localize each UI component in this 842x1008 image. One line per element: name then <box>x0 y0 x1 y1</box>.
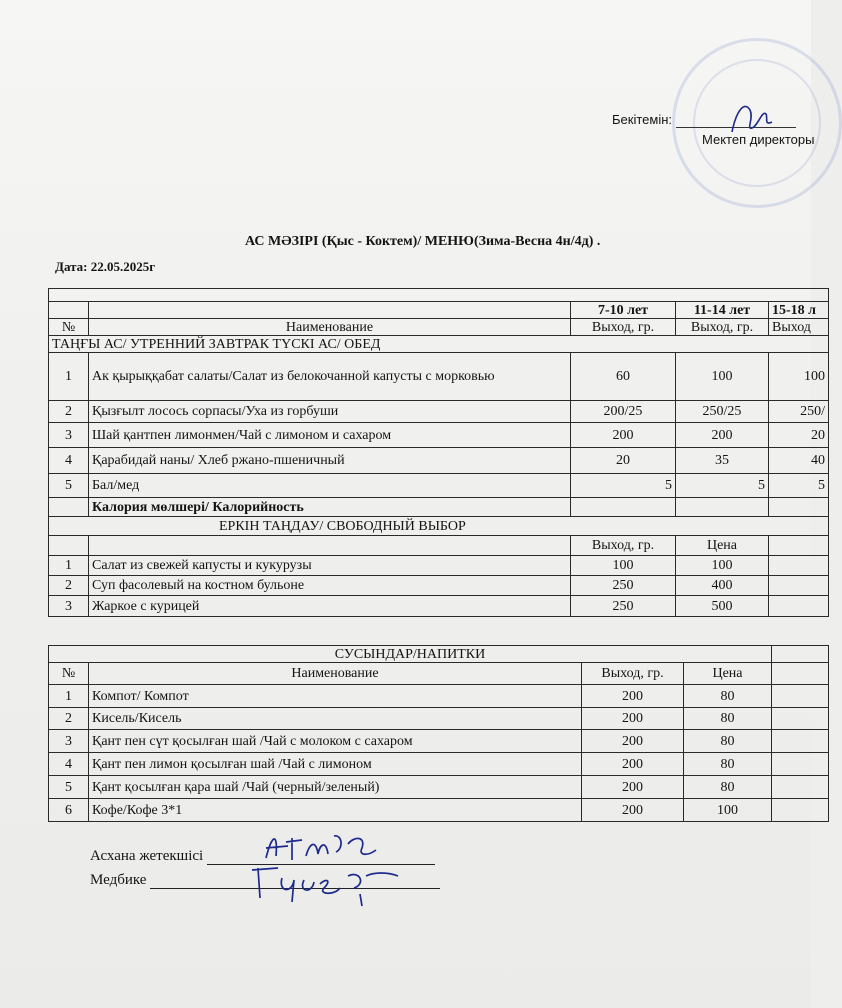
column-header-row <box>49 319 829 336</box>
table-row: 2 Суп фасолевый на костном бульоне 250 400 <box>49 576 829 596</box>
col-yield-1: Выход, гр. <box>571 319 676 336</box>
drinks-col-yield: Выход, гр. <box>582 663 684 685</box>
free-choice-col-price: Цена <box>676 536 769 556</box>
drinks-col-name: Наименование <box>89 663 582 685</box>
section-row <box>49 646 829 663</box>
menu-date: Дата: 22.05.2025г <box>55 259 156 274</box>
age-group-11-14: 11-14 лет <box>676 302 769 319</box>
age-group-15-18: 15-18 л <box>769 302 829 319</box>
table-row: 2 Кисель/Кисель 200 80 <box>49 708 829 730</box>
table-row: 1 Салат из свежей капусты и кукурузы 100 100 <box>49 556 829 576</box>
free-choice-col-yield: Выход, гр. <box>571 536 676 556</box>
section-main-meals: ТАҢҒЫ АС/ УТРЕННИЙ ЗАВТРАК ТҮСКІ АС/ ОБЕД <box>49 336 829 353</box>
col-number: № <box>49 319 89 336</box>
free-choice-title: ЕРКІН ТАҢДАУ/ СВОБОДНЫЙ ВЫБОР <box>49 517 829 536</box>
calorie-label: Калория мөлшері/ Калорийность <box>89 498 571 517</box>
table-row: 5 Қант қосылған қара шай /Чай (черный/зеленый) 200 80 <box>49 776 829 799</box>
drinks-table <box>48 645 829 822</box>
table-row: 1 Ак қырыққабат салаты/Салат из белокочанной капусты с морковью 60 100 100 <box>49 353 829 401</box>
chef-label: Асхана жетекшісі <box>90 848 204 864</box>
main-menu-table <box>48 288 829 617</box>
table-row: 4 Қарабидай наны/ Хлеб ржано-пшеничный 20 35 40 <box>49 448 829 474</box>
table-row: 1 Компот/ Компот 200 80 <box>49 685 829 708</box>
table-spacer-row <box>49 289 829 302</box>
col-name: Наименование <box>89 319 571 336</box>
col-yield-2: Выход, гр. <box>676 319 769 336</box>
age-header-row <box>49 302 829 319</box>
section-row <box>49 336 829 353</box>
table-row: 5 Бал/мед 5 5 5 <box>49 474 829 498</box>
nurse-signature <box>248 858 408 912</box>
calorie-row <box>49 498 829 517</box>
section-row <box>49 517 829 536</box>
table-row: 3 Жаркое с курицей 250 500 <box>49 596 829 617</box>
approval-label: Бекітемін: <box>612 112 672 127</box>
menu-title: АС МӘЗІРІ (Қыс - Коктем)/ МЕНЮ(Зима-Весна 4н/4д) . <box>245 234 601 249</box>
table-row: 6 Кофе/Кофе 3*1 200 100 <box>49 799 829 822</box>
table-row: 2 Қызғылт лосось сорпасы/Уха из горбуши 200/25 250/25 250/ <box>49 401 829 423</box>
drinks-col-number: № <box>49 663 89 685</box>
free-choice-header-row <box>49 536 829 556</box>
age-group-7-10: 7-10 лет <box>571 302 676 319</box>
table-row: 3 Шай қантпен лимонмен/Чай с лимоном и сахаром 200 200 20 <box>49 423 829 448</box>
table-row: 3 Қант пен сүт қосылған шай /Чай с молоком с сахаром 200 80 <box>49 730 829 753</box>
drinks-title: СУСЫНДАР/НАПИТКИ <box>49 646 772 663</box>
col-yield-3: Выход <box>769 319 829 336</box>
drinks-header-row <box>49 663 829 685</box>
drinks-col-price: Цена <box>684 663 772 685</box>
nurse-label: Медбике <box>90 872 147 888</box>
table-row: 4 Қант пен лимон қосылған шай /Чай с лимоном 200 80 <box>49 753 829 776</box>
director-title: Мектеп директоры <box>702 132 815 147</box>
